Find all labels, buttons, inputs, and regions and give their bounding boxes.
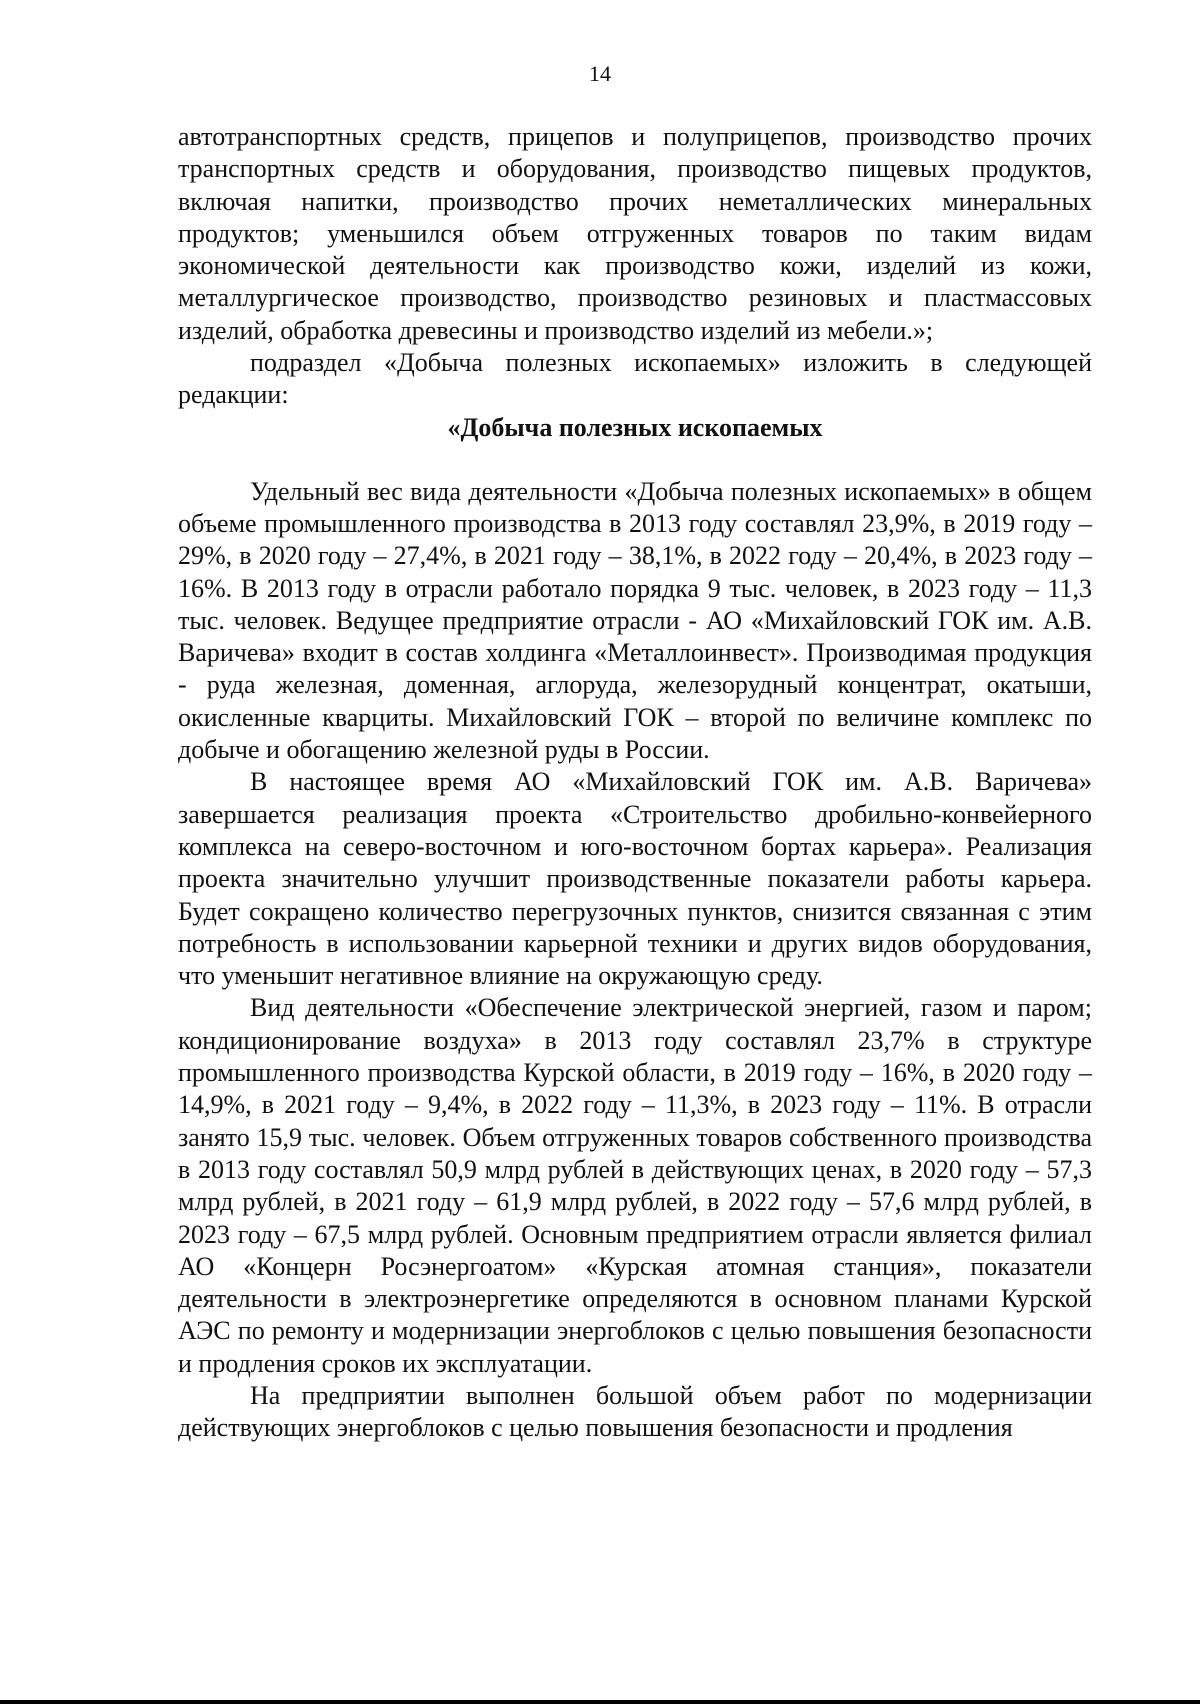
instruction-paragraph: подраздел «Добыча полезных ископаемых» изложить в следующей редакции: (178, 348, 1092, 410)
page-number: 14 (589, 61, 611, 86)
intro-paragraph: автотранспортных средств, прицепов и полуприцепов, производство прочих транспортных средств и оборудования, производство пищевых продуктов, включая напитки, производство прочих неметаллических минеральных продуктов; уменьшился объем отгруженных товаров по таким видам экономической деятельности как производство кожи, изделий из кожи, металлургическое производство, производство резиновых и пластмассовых изделий, обработка древесины и производство изделий из мебели.»; (178, 122, 1092, 345)
paragraph-energy-sector: Вид деятельности «Обеспечение электрической энергией, газом и паром; кондиционирование воздуха» в 2013 году составлял 23,7% в структуре промышленного производства Курской области, в 2019 году – 16%, в 2020 году – 14,9%, в 2021 году – 9,4%, в 2022 году – 11,3%, в 2023 году – 11%. В отрасли занято 15,9 тыс. человек. Объем отгруженных товаров собственного производства в 2013 году составлял 50,9 млрд рублей в действующих ценах, в 2020 году – 57,3 млрд рублей, в 2021 году – 61,9 млрд рублей, в 2022 году – 57,6 млрд рублей, в 2023 году – 67,5 млрд рублей. Основным предприятием отрасли является филиал АО «Концерн Росэнергоатом» «Курская атомная станция», показатели деятельности в электроэнергетике определяются в основном планами Курской АЭС по ремонту и модернизации энергоблоков с целью повышения безопасности и продления сроков их эксплуатации. (178, 993, 1092, 1378)
paragraph-mining-share: Удельный вес вида деятельности «Добыча полезных ископаемых» в общем объеме промышленного производства в 2013 году составлял 23,9%, в 2019 году – 29%, в 2020 году – 27,4%, в 2021 году – 38,1%, в 2022 году – 20,4%, в 2023 году – 16%. В 2013 году в отрасли работало порядка 9 тыс. человек, в 2023 году – 11,3 тыс. человек. Ведущее предприятие отрасли - АО «Михайловский ГОК им. А.В. Варичева» входит в состав холдинга «Металлоинвест». Производимая продукция - руда железная, доменная, аглоруда, железорудный концентрат, окатыши, окисленные кварциты. Михайловский ГОК – второй по величине комплекс по добыче и обогащению железной руды в России. (178, 476, 1092, 765)
paragraph-conveyor-project: В настоящее время АО «Михайловский ГОК им. А.В. Варичева» завершается реализация проекта «Строительство дробильно-конвейерного комплекса на северо-восточном и юго-восточном бортах карьера». Реализация проекта значительно улучшит производственные показатели работы карьера. Будет сокращено количество перегрузочных пунктов, снизится связанная с этим потребность в использовании карьерной техники и других видов оборудования, что уменьшит негативное влияние на окружающую среду. (178, 767, 1092, 991)
paragraph-modernization: На предприятии выполнен большой объем работ по модернизации действующих энергоблоков с целью повышения безопасности и продления (178, 1380, 1092, 1443)
section-heading: «Добыча полезных ископаемых (447, 412, 823, 442)
document-body (178, 121, 1092, 1445)
scan-bottom-edge (0, 1700, 1200, 1704)
